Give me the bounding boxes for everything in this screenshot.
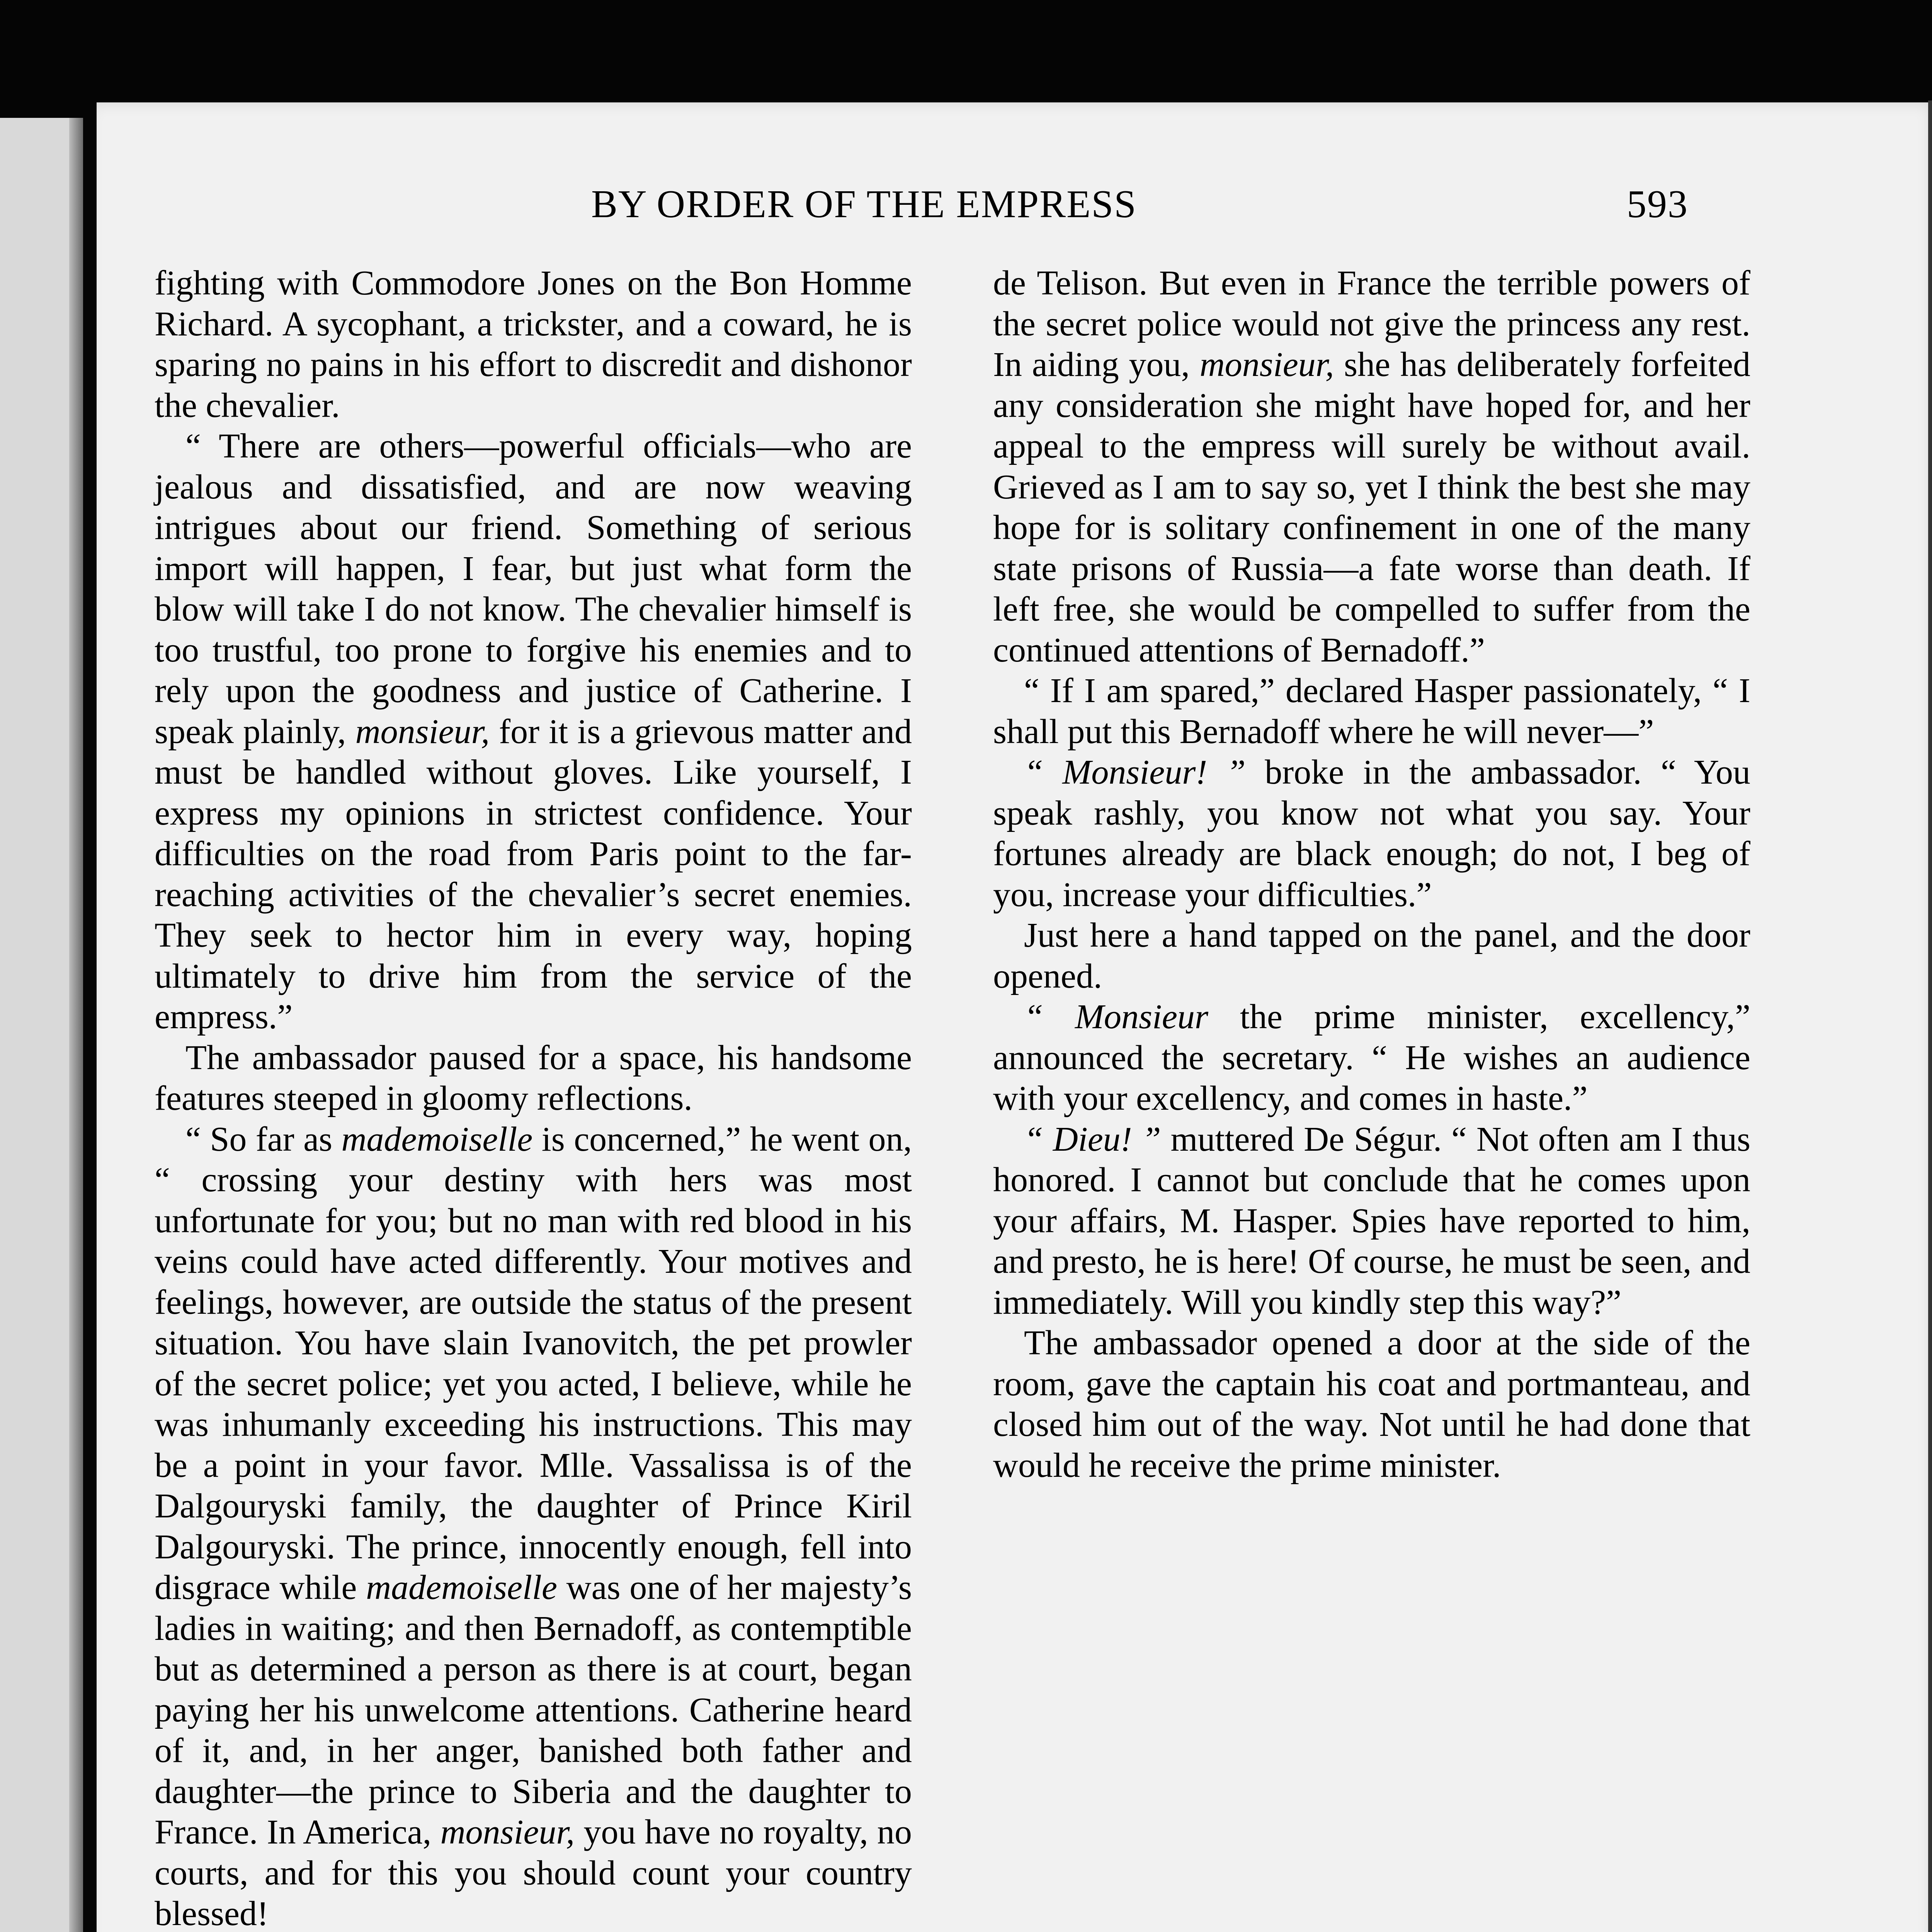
italic-text: monsieur, — [1199, 345, 1334, 384]
right-column — [993, 263, 1750, 1486]
text-run: “ So far as — [185, 1120, 333, 1158]
text-run: “ There are others—powerful officials—who are jealous and dissatisfied, and are now weaving intrigues about our friend. Something of serious import will happen, I fear, but just what form the blow will take I do not know. The chevalier himself is too trustful, too prone to forgive his enemies and to rely upon the goodness and justice of Catherine. I speak plainly, — [155, 427, 912, 751]
italic-text: “ Dieu! ” — [1024, 1120, 1161, 1158]
text-run: muttered De Ségur. “ Not often am I thus honored. I cannot but conclude that he comes upon your affairs, M. Hasper. Spies have reported to him, and presto, he is here! Of course, he must be seen, and immediately. Will you kindly step this way?” — [993, 1120, 1751, 1321]
italic-text: mademoiselle — [341, 1120, 533, 1158]
text-run: Just here a hand tapped on the panel, and the door opened. — [993, 916, 1750, 995]
text-run: fighting with Commodore Jones on the Bon Homme Richard. A sycophant, a trickster, and a coward, he is sparing no pains in his effort to discredit and dishonor the chevalier. — [155, 264, 912, 425]
text-run: the prime minister, excellency,” announced the secretary. “ He wishes an audience with your excellency, and comes in haste.” — [993, 998, 1751, 1117]
italic-text: monsieur, — [440, 1813, 575, 1851]
text-run: you have no royalty, no courts, and for this you should count your country blessed! — [155, 1813, 912, 1932]
paragraph — [993, 670, 1750, 752]
text-run: de Telison. But even in France the terrible powers of the secret police would not give the princess any rest. In aiding you, — [993, 264, 1750, 384]
paragraph — [993, 915, 1750, 997]
running-head-title: BY ORDER OF THE EMPRESS — [591, 182, 1137, 226]
paragraph — [155, 263, 912, 426]
italic-text: mademoiselle — [366, 1568, 557, 1607]
paragraph — [155, 426, 912, 1037]
text-run: The ambassador paused for a space, his handsome features steeped in gloomy reflections. — [155, 1038, 912, 1117]
paragraph — [155, 1119, 912, 1932]
paragraph — [993, 752, 1750, 915]
text-run: she has deliberately forfeited any consideration she might have hoped for, and her appeal to the empress will surely be without avail. Grieved as I am to say so, yet I think the best she may hope for is solitary confinement in one of the many state prisons of Russia—a fate worse than death. If left free, she would be compelled to suffer from the continued attentions of Bernadoff.” — [993, 345, 1751, 669]
italic-text: “ Monsieur! ” — [1024, 753, 1246, 791]
text-run: is concerned,” he went on, “ crossing your destiny with hers was most unfortunate for you; but no man with red blood in his veins could have acted differently. Your motives and feelings, however, are outside the status of the present situation. You have slain Ivanovitch, the pet prowler of the secret police; yet you acted, I believe, while he was inhumanly exceeding his instructions. This may be a point in your favor. Mlle. Vassalissa is of the Dalgouryski family, the daughter of Prince Kiril Dalgouryski. The prince, innocently enough, fell into disgrace while — [155, 1120, 912, 1607]
italic-text: “ Monsieur — [1024, 998, 1209, 1036]
text-run: was one of her majesty’s ladies in waiting; and then Bernadoff, as contemptible but as determined a person as there is at court, began paying her his unwelcome attentions. Catherine heard of it, and, in her anger, banished both father and daughter—the prince to Siberia and the daughter to France. In America, — [155, 1568, 912, 1851]
text-run: for it is a grievous matter and must be handled without gloves. Like yourself, I express my opinions in strictest confidence. Your difficulties on the road from Paris point to the far-reaching activities of the chevalier’s secret enemies. They seek to hector him in every way, hoping ultimately to drive him from the service of the empress.” — [155, 712, 912, 1036]
paragraph — [155, 1037, 912, 1119]
text-run: “ If I am spared,” declared Hasper passionately, “ I shall put this Bernadoff where he will never—” — [993, 672, 1750, 751]
page-binding-shadow — [1928, 100, 1932, 1932]
text-run: broke in the ambassador. “ You speak rashly, you know not what you say. Your fortunes already are black enough; do not, I beg of you, increase your difficulties.” — [993, 753, 1750, 914]
left-column — [155, 263, 912, 1932]
page-number: 593 — [1627, 182, 1688, 226]
paragraph — [993, 997, 1750, 1119]
paragraph — [993, 263, 1750, 670]
text-run: The ambassador opened a door at the side of the room, gave the captain his coat and portmanteau, and closed him out of the way. Not until he had done that would he receive the prime minister. — [993, 1324, 1750, 1485]
paragraph — [993, 1323, 1750, 1486]
italic-text: monsieur, — [355, 712, 490, 751]
paragraph — [993, 1119, 1750, 1323]
facing-page-edge — [0, 118, 83, 1932]
